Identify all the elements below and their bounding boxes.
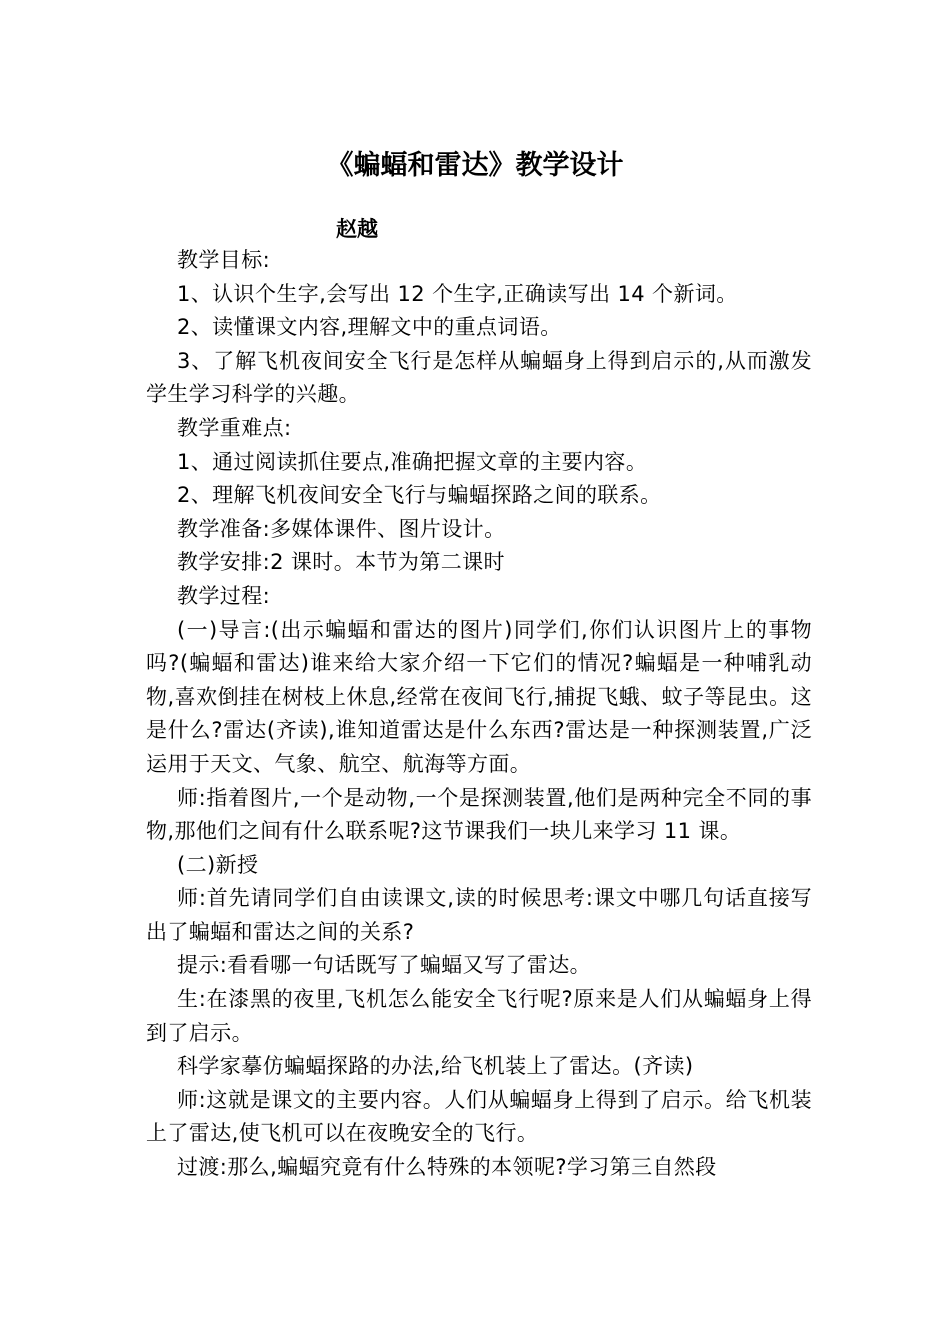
paragraph: 2、理解飞机夜间安全飞行与蝙蝠探路之间的联系。 <box>177 483 662 508</box>
paragraph: 过渡:那么,蝙蝠究竟有什么特殊的本领呢?学习第三自然段 <box>177 1155 717 1180</box>
paragraph: 师:指着图片,一个是动物,一个是探测装置,他们是两种完全不同的事物,那他们之间有什么联系呢?这节课我们一块儿来学习 11 课。 <box>146 785 812 844</box>
paragraph: 生:在漆黑的夜里,飞机怎么能安全飞行呢?原来是人们从蝙蝠身上得到了启示。 <box>146 987 812 1045</box>
paragraph: 提示:看看哪一句话既写了蝙蝠又写了雷达。 <box>177 953 592 978</box>
paragraph: 师:这就是课文的主要内容。人们从蝙蝠身上得到了启示。给飞机装上了雷达,使飞机可以在夜晚安全的飞行。 <box>146 1087 812 1146</box>
paragraph: 1、通过阅读抓住要点,准确把握文章的主要内容。 <box>177 449 648 474</box>
paragraph: 3、了解飞机夜间安全飞行是怎样从蝙蝠身上得到启示的,从而激发学生学习科学的兴趣。 <box>146 348 812 407</box>
paragraph: 科学家摹仿蝙蝠探路的办法,给飞机装上了雷达。(齐读) <box>177 1054 694 1079</box>
paragraph: 师:首先请同学们自由读课文,读的时候思考:课文中哪几句话直接写出了蝙蝠和雷达之间的关系? <box>146 886 812 944</box>
paragraph: (一)导言:(出示蝙蝠和雷达的图片)同学们,你们认识图片上的事物吗?(蝙蝠和雷达)谁来给大家介绍一下它们的情况?蝙蝠是一种哺乳动物,喜欢倒挂在树枝上休息,经常在夜间飞行,捕捉飞蛾、蚊子等昆虫。这是什么?雷达(齐读),谁知道雷达是什么东西?雷达是一种探测装置,广泛运用于天文、气象、航空、航海等方面。 <box>146 617 812 776</box>
document-title: 《蝙蝠和雷达》教学设计 <box>326 150 624 181</box>
document-body <box>146 244 812 1185</box>
paragraph: 教学安排:2 课时。本节为第二课时 <box>177 550 505 575</box>
paragraph: (二)新授 <box>177 852 259 877</box>
paragraph: 教学过程: <box>177 583 271 608</box>
paragraph: 教学准备:多媒体课件、图片设计。 <box>177 516 506 541</box>
paragraph: 1、认识个生字,会写出 12 个生字,正确读写出 14 个新词。 <box>177 281 738 306</box>
paragraph: 教学目标: <box>177 248 271 272</box>
paragraph: 2、读懂课文内容,理解文中的重点词语。 <box>177 315 562 340</box>
paragraph: 教学重难点: <box>177 415 292 440</box>
author-name: 赵越 <box>336 217 378 241</box>
